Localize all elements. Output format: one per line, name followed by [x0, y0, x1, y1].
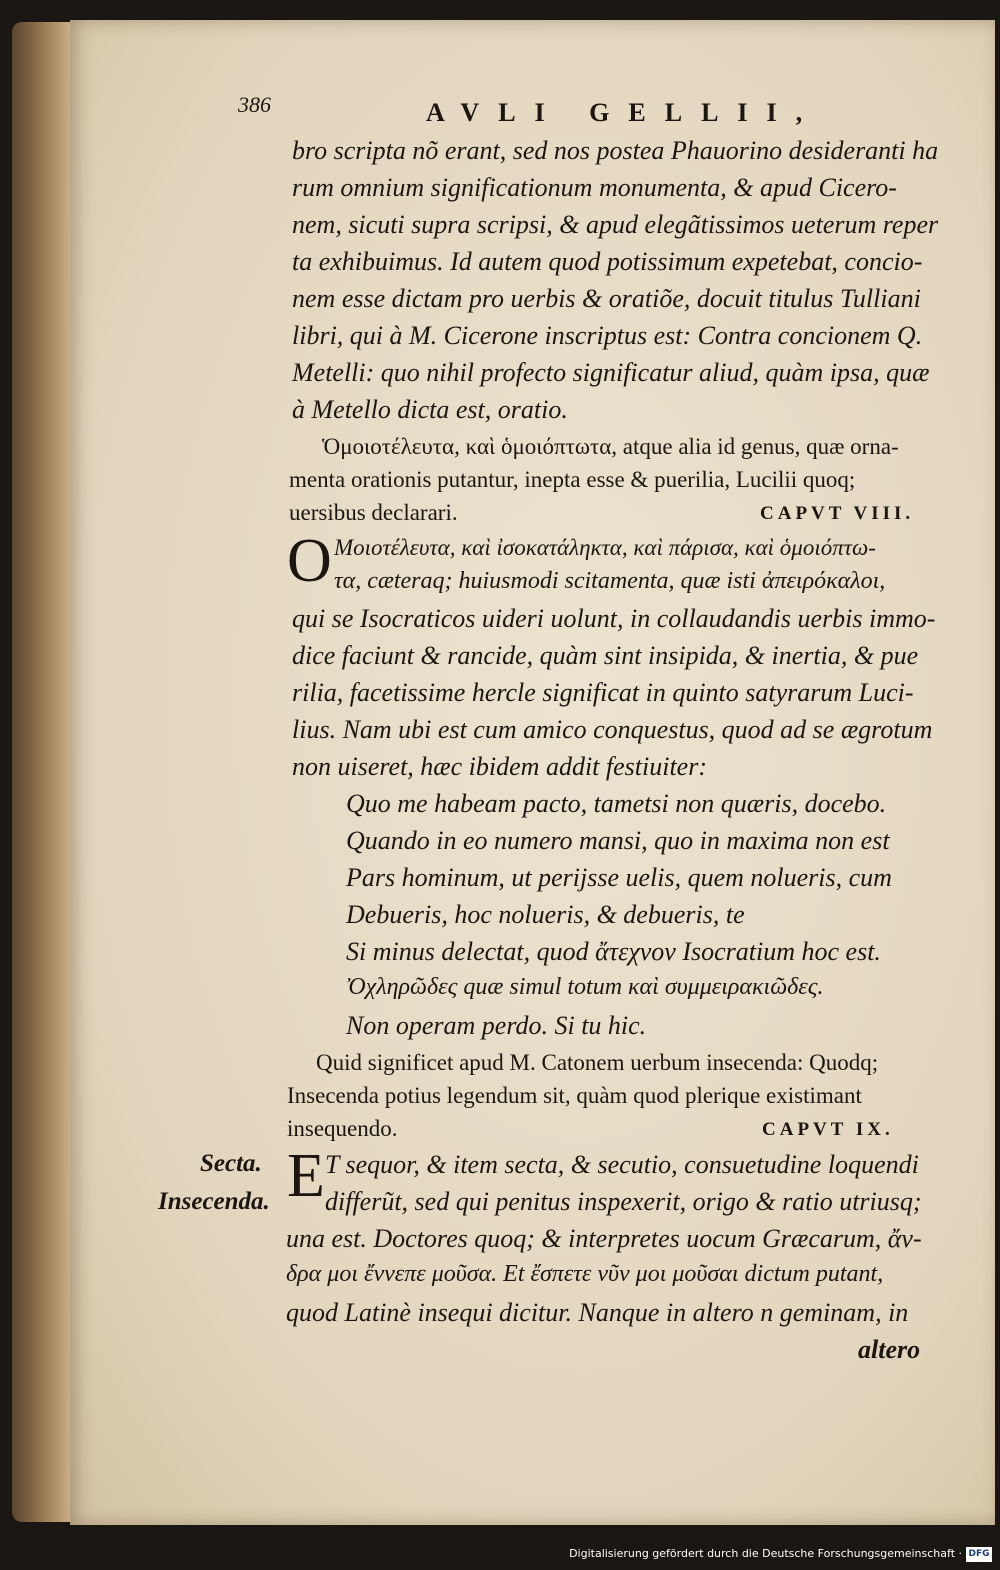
verse-line: Quando in eo numero mansi, quo in maxima non est	[346, 826, 890, 855]
body-line: lius. Nam ubi est cum amico conquestus, quod ad se ægrotum	[292, 715, 933, 744]
body-line: Metelli: quo nihil profecto significatur aliud, quàm ipsa, quæ	[292, 358, 930, 387]
margin-note: Insecenda.	[158, 1188, 270, 1215]
body-line: qui se Isocraticos uideri uolunt, in collaudandis uerbis immo-	[292, 604, 936, 633]
body-line: differũt, sed qui penitus inspexerit, origo & ratio utriusq;	[325, 1187, 922, 1216]
chapter-heading: CAPVT VIII.	[760, 503, 915, 524]
body-line: T sequor, & item secta, & secutio, consuetudine loquendi	[325, 1150, 919, 1179]
dfg-logo: DFG	[966, 1547, 992, 1562]
body-line: nem, sicuti supra scripsi, & apud elegãtissimos ueterum reper	[292, 210, 939, 239]
chapter-heading: CAPVT IX.	[762, 1119, 894, 1140]
catchword: altero	[858, 1335, 921, 1364]
body-line: nem esse dictam pro uerbis & oratiõe, docuit titulus Tulliani	[292, 284, 921, 313]
chapter-summary-line: menta orationis putantur, inepta esse & puerilia, Lucilii quoq;	[289, 467, 856, 492]
verse-line: Ὀχληρῶδες quæ simul totum καὶ συμμειρακιῶδες.	[346, 974, 824, 1000]
body-line: una est. Doctores quoq; & interpretes uocum Græcarum, ἄν-	[286, 1224, 922, 1253]
chapter-summary-line: Quid significet apud M. Catonem uerbum insecenda: Quodq;	[316, 1050, 879, 1075]
verse-line: Pars hominum, ut perijsse uelis, quem nolueris, cum	[346, 863, 892, 892]
body-line: à Metello dicta est, oratio.	[292, 395, 568, 424]
body-line: ta exhibuimus. Id autem quod potissimum expetebat, concio-	[292, 247, 923, 276]
drop-cap: O	[287, 527, 332, 595]
body-line: τα, cæteraq; huiusmodi scitamenta, quæ isti ἀπειρόκαλοι,	[334, 568, 886, 594]
book-edge	[12, 22, 72, 1522]
margin-note: Secta.	[200, 1150, 262, 1177]
body-line: dice faciunt & rancide, quàm sint insipida, & inertia, & pue	[292, 641, 919, 670]
chapter-summary-line: Ὁμοιοτέλευτα, καὶ ὁμοιόπτωτα, atque alia id genus, quæ orna-	[322, 434, 899, 459]
body-line: libri, qui à M. Cicerone inscriptus est: Contra concionem Q.	[292, 321, 923, 350]
drop-cap: E	[287, 1142, 325, 1210]
body-line: δρα μοι ἔννεπε μοῦσα. Et ἔσπετε νῦν μοι μοῦσαι dictum putant,	[286, 1261, 884, 1287]
body-line: bro scripta nõ erant, sed nos postea Phauorino desideranti ha	[292, 136, 939, 165]
body-line: rum omnium significationum monumenta, & apud Cicero-	[292, 173, 897, 202]
body-line: non uiseret, hæc ibidem addit festiuiter:	[292, 752, 707, 781]
running-head: AVLI GELLII,	[426, 98, 822, 127]
verse-line: Quo me habeam pacto, tametsi non quæris, docebo.	[346, 789, 887, 818]
chapter-summary-line: Insecenda potius legendum sit, quàm quod plerique existimant	[287, 1083, 862, 1108]
page-number: 386	[238, 92, 271, 117]
body-line: rilia, facetissime hercle significat in quinto satyrarum Luci-	[292, 678, 914, 707]
chapter-summary-line: uersibus declarari.	[289, 500, 458, 525]
body-line: quod Latinè insequi dicitur. Nanque in altero n geminam, in	[286, 1298, 909, 1327]
verse-line: Si minus delectat, quod ἄτεχνον Isocratium hoc est.	[346, 937, 881, 966]
chapter-summary-line: insequendo.	[287, 1116, 398, 1141]
digitization-credit: Digitalisierung gefördert durch die Deutsche Forschungsgemeinschaft ·	[569, 1547, 962, 1560]
body-line: Μοιοτέλευτα, καὶ ἰσοκατάληκτα, καὶ πάρισα, καὶ ὁμοιόπτω-	[334, 535, 876, 560]
verse-line: Debueris, hoc nolueris, & debueris, te	[346, 900, 745, 929]
verse-line: Non operam perdo. Si tu hic.	[346, 1011, 647, 1040]
